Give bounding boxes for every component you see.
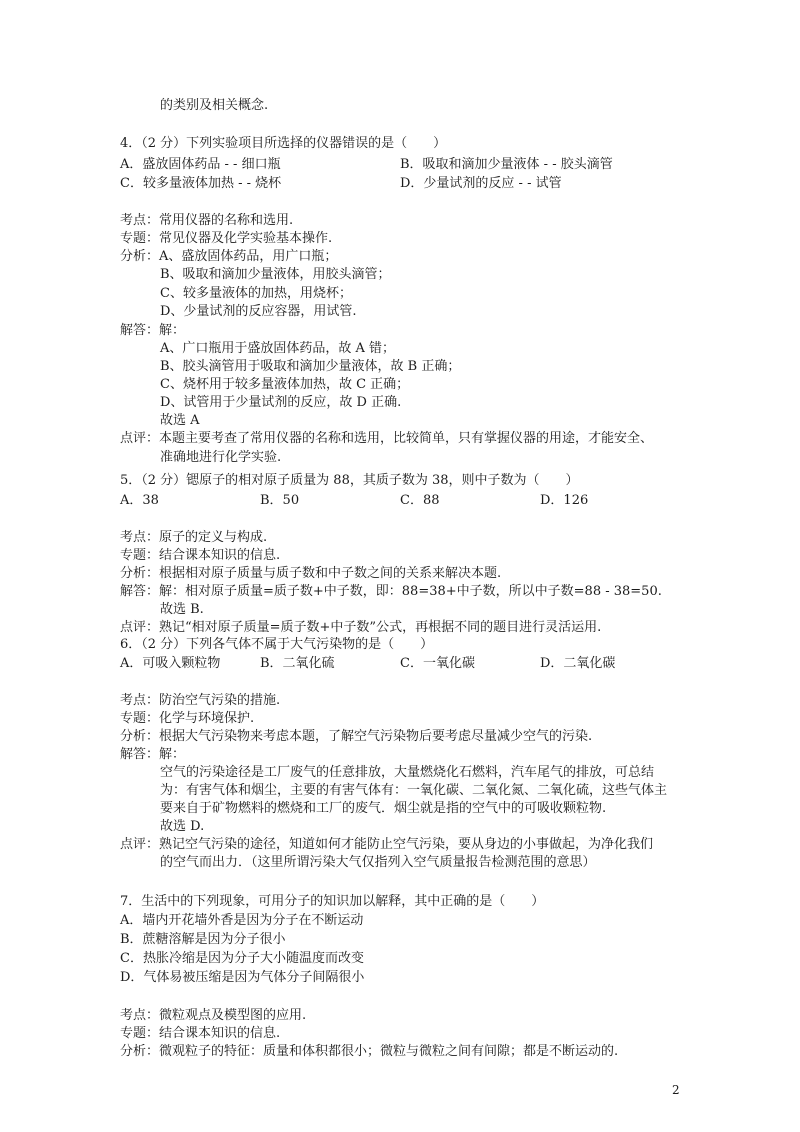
- q6-option-d: D．二氧化碳: [540, 656, 616, 671]
- q7-kaodian: 考点：微粒观点及模型图的应用.: [120, 1008, 307, 1023]
- q4-kaodian: 考点：常用仪器的名称和选用.: [120, 213, 294, 228]
- q6-dianping-1: 点评：熟记空气污染的途径，知道如何才能防止空气污染，要从身边的小事做起，为净化我们: [120, 837, 654, 852]
- q4-zhuanti: 专题：常见仪器及化学实验基本操作.: [120, 231, 333, 246]
- q4-option-d: D．少量试剂的反应 - - 试管: [400, 176, 562, 191]
- q4-fenxi-c: C、较多量液体的加热，用烧杯；: [160, 286, 352, 301]
- q5-option-d: D．126: [540, 493, 589, 508]
- q4-dianping-2: 准确地进行化学实验.: [160, 450, 282, 465]
- q4-jieda: 解答：解：: [120, 323, 186, 338]
- q6-option-c: C．一氧化碳: [400, 656, 475, 671]
- prev-answer-tail: 的类别及相关概念.: [160, 98, 269, 113]
- q6-kaodian: 考点：防治空气污染的措施.: [120, 693, 281, 708]
- q6-jieda-3: 要来自于矿物燃料的燃烧和工厂的废气．烟尘就是指的空气中的可吸收颗粒物.: [160, 801, 607, 816]
- q7-option-b: B．蔗糖溶解是因为分子很小: [120, 932, 286, 947]
- q6-jieda-1: 空气的污染途径是工厂废气的任意排放，大量燃烧化石燃料，汽车尾气的排放，可总结: [160, 765, 655, 780]
- q6-fenxi: 分析：根据大气污染物来考虑本题，了解空气污染物后要考虑尽量减少空气的污染.: [120, 729, 593, 744]
- q6-dianping-2: 的空气而出力．（这里所谓污染大气仅指列入空气质量报告检测范围的意思）: [160, 855, 596, 870]
- q7-option-c: C．热胀冷缩是因为分子大小随温度而改变: [120, 951, 364, 966]
- q6-jieda: 解答：解：: [120, 747, 186, 762]
- q6-stem: 6．（2 分）下列各气体不属于大气污染物的是（ ）: [120, 637, 434, 652]
- q6-option-a: A．可吸入颗粒物: [120, 656, 221, 671]
- q5-option-a: A．38: [120, 493, 159, 508]
- q7-fenxi: 分析：微观粒子的特征：质量和体积都很小；微粒与微粒之间有间隙；都是不断运动的.: [120, 1044, 619, 1059]
- q5-stem: 5．（2 分）锶原子的相对原子质量为 88，其质子数为 38，则中子数为（ ）: [120, 473, 579, 488]
- q6-zhuanti: 专题：化学与环境保护.: [120, 711, 255, 726]
- q4-jieda-d: D、试管用于少量试剂的反应，故 D 正确.: [160, 395, 402, 410]
- q7-option-d: D．气体易被压缩是因为气体分子间隔很小: [120, 970, 365, 985]
- q7-stem: 7．生活中的下列现象，可用分子的知识加以解释，其中正确的是（ ）: [120, 894, 545, 909]
- q4-option-c: C．较多量液体加热 - - 烧杯: [120, 176, 282, 191]
- q4-stem: 4．（2 分）下列实验项目所选择的仪器错误的是（ ）: [120, 136, 447, 151]
- q6-guxuan: 故选 D.: [160, 819, 205, 834]
- q4-dianping-1: 点评：本题主要考查了常用仪器的名称和选用，比较简单，只有掌握仪器的用途，才能安全、: [120, 431, 654, 446]
- q5-dianping: 点评：熟记“相对原子质量=质子数+中子数”公式，再根据不同的题目进行灵活运用.: [120, 620, 602, 635]
- q5-option-c: C．88: [400, 493, 440, 508]
- q5-option-b: B．50: [260, 493, 300, 508]
- q4-fenxi-d: D、少量试剂的反应容器，用试管.: [160, 304, 357, 319]
- q4-jieda-a: A、广口瓶用于盛放固体药品，故 A 错；: [160, 341, 396, 356]
- page-number: 2: [672, 1083, 680, 1097]
- q4-guxuan: 故选 A: [160, 413, 200, 428]
- q6-option-b: B．二氧化硫: [260, 656, 335, 671]
- q5-jieda: 解答：解：相对原子质量=质子数+中子数，即：88=38+中子数，所以中子数=88 - 38=50.: [120, 584, 662, 599]
- q4-fenxi: 分析：A、盛放固体药品，用广口瓶；: [120, 249, 338, 264]
- q7-option-a: A．墙内开花墙外香是因为分子在不断运动: [120, 913, 364, 928]
- q5-zhuanti: 专题：结合课本知识的信息.: [120, 548, 281, 563]
- q4-fenxi-b: B、吸取和滴加少量液体，用胶头滴管；: [160, 267, 391, 282]
- q4-jieda-b: B、胶头滴管用于吸取和滴加少量液体，故 B 正确；: [160, 359, 461, 374]
- q4-option-a: A．盛放固体药品 - - 细口瓶: [120, 157, 281, 172]
- q6-jieda-2: 为：有害气体和烟尘，主要的有害气体有：一氧化碳、二氧化氮、二氧化硫，这些气体主: [160, 783, 668, 798]
- q4-option-b: B．吸取和滴加少量液体 - - 胶头滴管: [400, 157, 613, 172]
- q5-guxuan: 故选 B.: [160, 602, 204, 617]
- q5-fenxi: 分析：根据相对原子质量与质子数和中子数之间的关系来解决本题.: [120, 566, 502, 581]
- q4-jieda-c: C、烧杯用于较多量液体加热，故 C 正确；: [160, 377, 410, 392]
- q5-kaodian: 考点：原子的定义与构成.: [120, 530, 268, 545]
- q7-zhuanti: 专题：结合课本知识的信息.: [120, 1026, 281, 1041]
